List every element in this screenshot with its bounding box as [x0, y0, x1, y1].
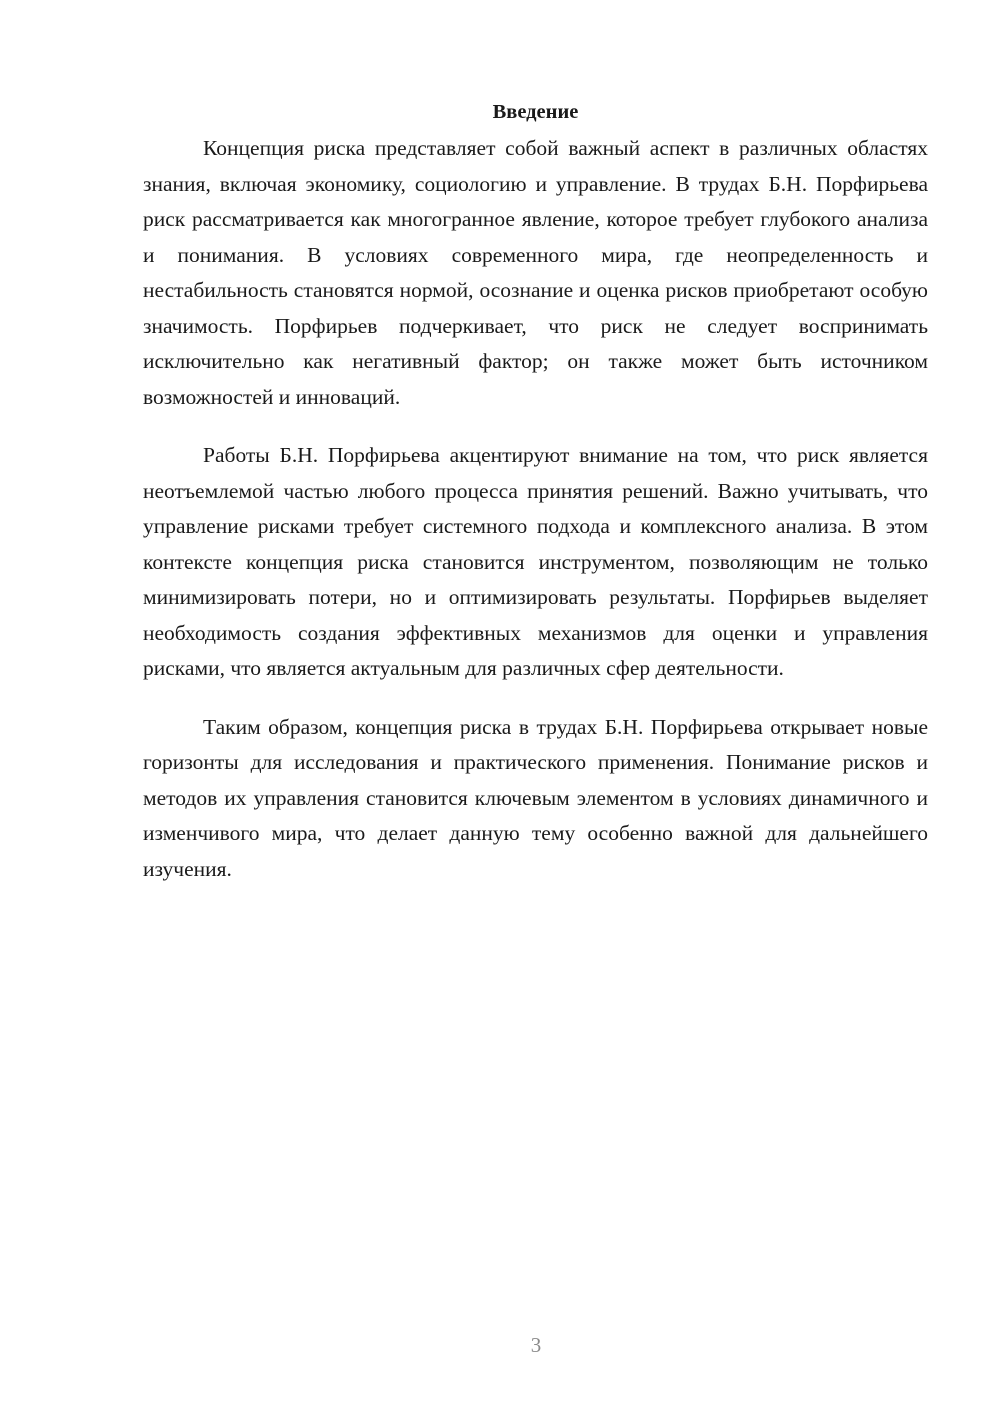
page-number: 3 — [530, 1333, 542, 1357]
paragraph-1: Концепция риска представляет собой важный аспект в различных областях знания, включая экономику, социологию и управление. В трудах Б.Н. Порфирьева риск рассматривается как многогранное явление, которое требует глубокого анализа и понимания. В условиях современного мира, где неопределенность и нестабильность становятся нормой, осознание и оценка рисков приобретают особую значимость. Порфирьев подчеркивает, что риск не следует воспринимать исключительно как негативный фактор; он также может быть источником возможностей и инноваций. — [143, 136, 928, 409]
paragraph-2: Работы Б.Н. Порфирьева акцентируют внимание на том, что риск является неотъемлемой частью любого процесса принятия решений. Важно учитывать, что управление рисками требует системного подхода и комплексного анализа. В этом контексте концепция риска становится инструментом, позволяющим не только минимизировать потери, но и оптимизировать результаты. Порфирьев выделяет необходимость создания эффективных механизмов для оценки и управления рисками, что является актуальным для различных сфер деятельности. — [143, 443, 928, 680]
paragraph-3: Таким образом, концепция риска в трудах Б.Н. Порфирьева открывает новые горизонты для исследования и практического применения. Понимание рисков и методов их управления становится ключевым элементом в условиях динамичного и изменчивого мира, что делает данную тему особенно важной для дальнейшего изучения. — [143, 714, 928, 881]
page-body — [143, 97, 928, 910]
section-title: Введение — [492, 101, 579, 123]
